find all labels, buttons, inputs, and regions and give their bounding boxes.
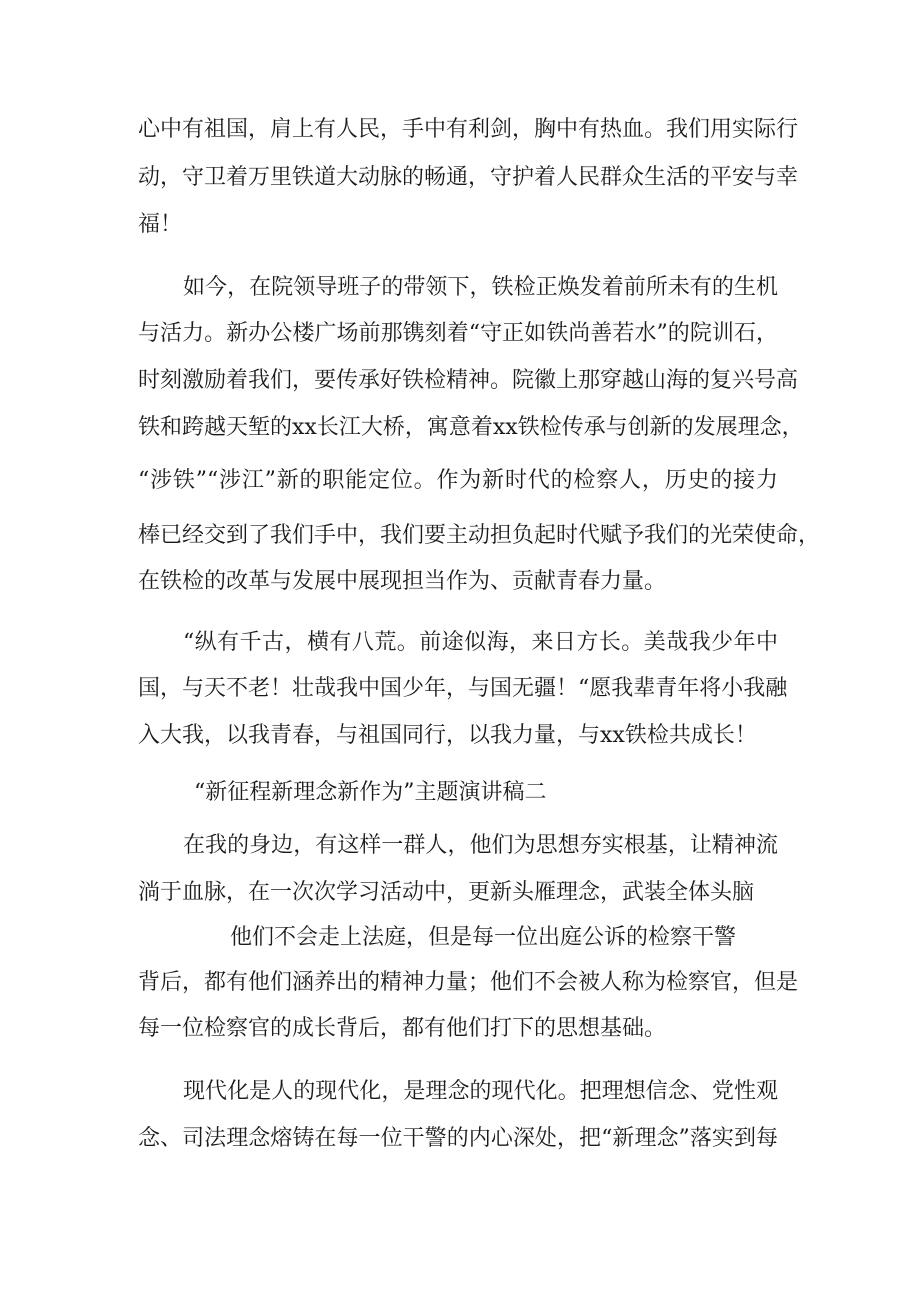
paragraph-2-line-7: 在铁检的改革与发展中展现担当作为、贡献青春力量。 <box>138 569 667 594</box>
paragraph-4-line-3: 他们不会走上法庭，但是每一位出庭公诉的检察干警 <box>230 925 737 950</box>
paragraph-3-line-3: 入大我，以我青春，与祖国同行，以我力量，与xx铁检共成长！ <box>138 723 757 748</box>
paragraph-4-line-2: 淌于血脉，在一次次学习活动中，更新头雁理念，武装全体头脑 <box>138 880 755 905</box>
paragraph-5-line-2: 念、司法理念熔铸在每一位干警的内心深处，把“新理念”落实到每 <box>138 1126 778 1151</box>
paragraph-4-line-4: 背后，都有他们涵养出的精神力量；他们不会被人称为检察官，但是 <box>138 970 799 995</box>
paragraph-3-line-2: 国，与天不老！壮哉我中国少年，与国无疆！“愿我辈青年将小我融 <box>138 676 788 701</box>
paragraph-2-line-2: 与活力。新办公楼广场前那镌刻着“守正如铁尚善若水”的院训石， <box>138 321 778 346</box>
paragraph-1-line-2: 动，守卫着万里铁道大动脉的畅通，守护着人民群众生活的平安与幸 <box>138 165 799 190</box>
paragraph-1-line-1: 心中有祖国，肩上有人民，手中有利剑，胸中有热血。我们用实际行 <box>138 117 799 142</box>
paragraph-4-line-1: 在我的身边，有这样一群人，他们为思想夯实根基，让精神流 <box>183 833 778 858</box>
paragraph-2-line-3: 时刻激励着我们，要传承好铁检精神。院徽上那穿越山海的复兴号高 <box>138 368 799 393</box>
paragraph-5-line-1: 现代化是人的现代化，是理念的现代化。把理想信念、党性观 <box>183 1079 778 1104</box>
paragraph-4-line-5: 每一位检察官的成长背后，都有他们打下的思想基础。 <box>138 1016 667 1041</box>
paragraph-2-line-6: 棒已经交到了我们手中，我们要主动担负起时代赋予我们的光荣使命， <box>138 523 821 548</box>
section-heading: “新征程新理念新作为”主题演讲稿二 <box>194 780 547 805</box>
paragraph-2-line-5: “涉铁”“涉江”新的职能定位。作为新时代的检察人，历史的接力 <box>138 468 778 493</box>
paragraph-2-line-1: 如今，在院领导班子的带领下，铁检正焕发着前所未有的生机 <box>183 275 778 300</box>
paragraph-2-line-4: 铁和跨越天堑的xx长江大桥，寓意着xx铁检传承与创新的发展理念， <box>138 415 804 440</box>
paragraph-3-line-1: “纵有千古，横有八荒。前途似海，来日方长。美哉我少年中 <box>183 630 778 655</box>
paragraph-1-line-3: 福！ <box>138 212 183 237</box>
